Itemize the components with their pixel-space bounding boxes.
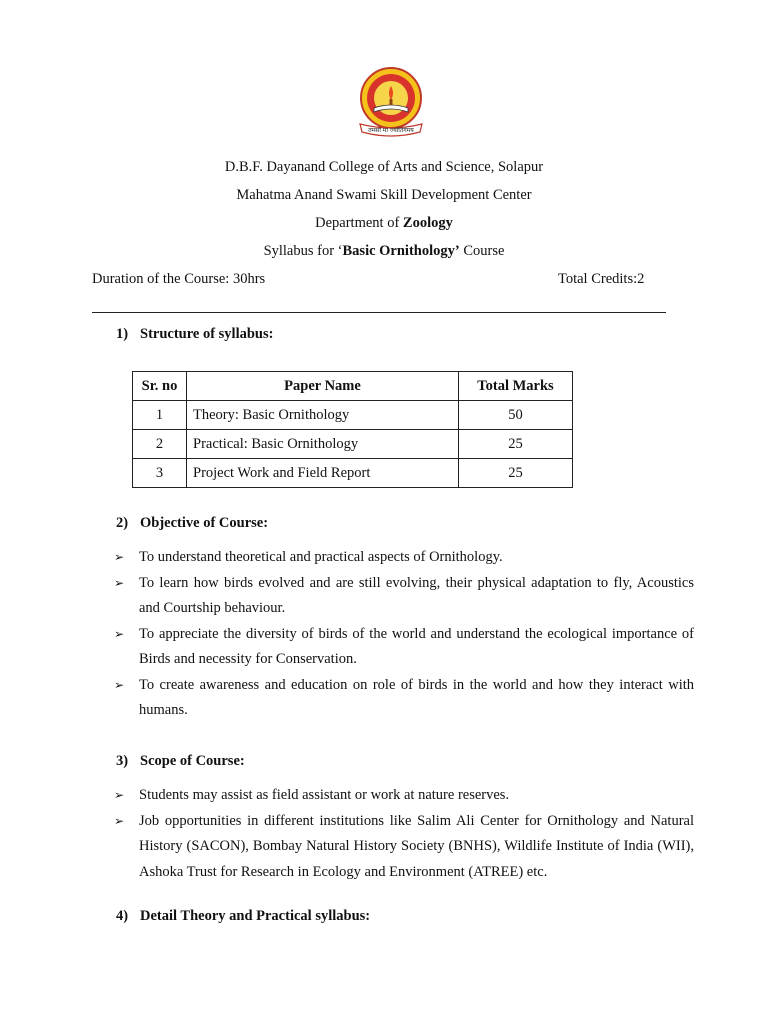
table-cell: 50 xyxy=(459,401,573,430)
table-cell: Project Work and Field Report xyxy=(187,459,459,488)
scope-list xyxy=(114,783,694,885)
column-header: Paper Name xyxy=(187,372,459,401)
syllabus-suffix: Course xyxy=(459,243,505,259)
arrow-bullet-icon: ➢ xyxy=(114,677,125,692)
section-heading-objective: 2) Objective of Course: xyxy=(116,515,269,531)
section-heading-scope: 3) Scope of Course: xyxy=(116,753,245,769)
table-row xyxy=(133,401,573,430)
marks-table xyxy=(132,371,573,488)
arrow-bullet-icon: ➢ xyxy=(114,550,125,564)
table-cell: 25 xyxy=(459,430,573,459)
arrow-bullet-icon: ➢ xyxy=(114,813,125,828)
list-item: ➢ To create awareness and education on role of birds in the world and how they interact with humans. xyxy=(114,673,694,724)
table-cell: Theory: Basic Ornithology xyxy=(187,401,459,430)
department-prefix: Department of xyxy=(315,215,403,231)
course-duration: Duration of the Course: 30hrs xyxy=(92,271,266,287)
list-item: ➢ To learn how birds evolved and are still evolving, their physical adaptation to fly, Acoustics and Courtship behaviour. xyxy=(114,571,694,622)
arrow-bullet-icon: ➢ xyxy=(114,575,125,590)
syllabus-prefix: Syllabus for ‘ xyxy=(263,243,343,259)
department-name: Zoology xyxy=(402,215,453,231)
center-name: Mahatma Anand Swami Skill Development Center xyxy=(236,187,532,203)
table-cell: 25 xyxy=(459,459,573,488)
section-heading-structure: 1) Structure of syllabus: xyxy=(116,326,274,342)
arrow-bullet-icon: ➢ xyxy=(114,626,125,641)
horizontal-divider xyxy=(92,312,666,313)
section-heading-detail-syllabus: 4) Detail Theory and Practical syllabus: xyxy=(116,908,371,924)
list-item: ➢ To understand theoretical and practical aspects of Ornithology. xyxy=(114,545,694,571)
table-cell: 2 xyxy=(133,430,187,459)
column-header: Total Marks xyxy=(459,372,573,401)
column-header: Sr. no xyxy=(133,372,187,401)
course-name: Basic Ornithology’ xyxy=(342,243,460,259)
table-row xyxy=(133,459,573,488)
syllabus-line xyxy=(0,242,768,260)
department-line xyxy=(0,214,768,232)
table-cell: 3 xyxy=(133,459,187,488)
table-cell: Practical: Basic Ornithology xyxy=(187,430,459,459)
college-emblem-logo xyxy=(350,66,432,140)
college-name: D.B.F. Dayanand College of Arts and Science, Solapur xyxy=(224,159,544,175)
list-item: ➢ Students may assist as field assistant or work at nature reserves. xyxy=(114,783,694,809)
list-item: ➢ Job opportunities in different institutions like Salim Ali Center for Ornithology and Natural History (SACON), Bombay Natural History Society (BNHS), Wildlife Institute of India (WII), Ashoka Trust for Research in Ecology and Environment (ATREE) etc. xyxy=(114,809,694,886)
table-header-row xyxy=(133,372,573,401)
logo-motto: तमसो मा ज्योतिर्गमय xyxy=(368,127,414,134)
total-credits: Total Credits:2 xyxy=(558,271,645,287)
table-row xyxy=(133,430,573,459)
list-item: ➢ To appreciate the diversity of birds of the world and understand the ecological importance of Birds and necessity for Conservation. xyxy=(114,622,694,673)
table-cell: 1 xyxy=(133,401,187,430)
arrow-bullet-icon: ➢ xyxy=(114,788,125,802)
objectives-list xyxy=(114,545,694,724)
